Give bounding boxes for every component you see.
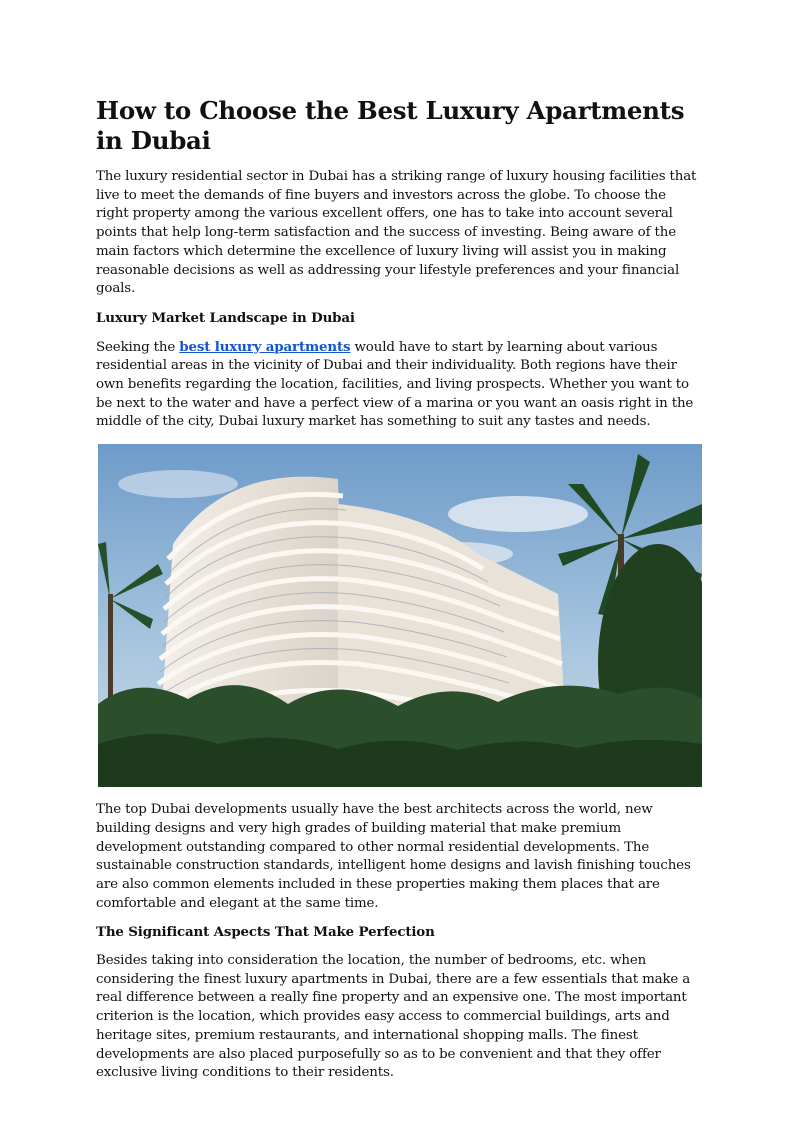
best-luxury-apartments-link[interactable]: best luxury apartments [179, 338, 351, 355]
developments-paragraph: The top Dubai developments usually have the best architects across the world, new building designs and very high grades of building material that make premium development outstanding compared to other normal residential developments. The sustainable construction standards, intelligent home designs and lavish finishing touches are also common elements included in these properties making them places that are comfortable and elegant at the same time. [96, 802, 691, 911]
market-text-before-link: Seeking the [96, 339, 180, 355]
market-paragraph [96, 338, 700, 433]
market-text-after-link: would have to start by learning about various residential areas in the vicinity of Dubai and their individuality. Both regions have their own benefits regarding the location, facilities, and living prospects. Whether you want to be next to the water and have a perfect view of a marina or you want an oasis right in the middle of the city, Dubai luxury market has something to suit any tastes and needs. [96, 339, 694, 430]
section-heading-aspects: The Significant Aspects That Make Perfection [96, 924, 435, 941]
article-title: How to Choose the Best Luxury Apartments in Dubai [96, 96, 685, 155]
article [96, 96, 700, 1083]
aspects-paragraph: Besides taking into consideration the location, the number of bedrooms, etc. when considering the finest luxury apartments in Dubai, there are a few essentials that make a real difference between a really fine property and an expensive one. The most important criterion is the location, which provides easy access to commercial buildings, arts and heritage sites, premium restaurants, and international shopping malls. The finest developments are also placed purposefully so as to be convenient and that they offer exclusive living conditions to their residents. [96, 953, 691, 1081]
intro-paragraph: The luxury residential sector in Dubai has a striking range of luxury housing facilities that live to meet the demands of fine buyers and investors across the globe. To choose the right property among the various excellent offers, one has to take into account several points that help long-term satisfaction and the success of investing. Being aware of the main factors which determine the excellence of luxury living will assist you in making reasonable decisions as well as addressing your lifestyle preferences and your financial goals. [96, 169, 697, 297]
section-heading-market: Luxury Market Landscape in Dubai [96, 309, 355, 326]
luxury-building-photo [98, 444, 702, 787]
